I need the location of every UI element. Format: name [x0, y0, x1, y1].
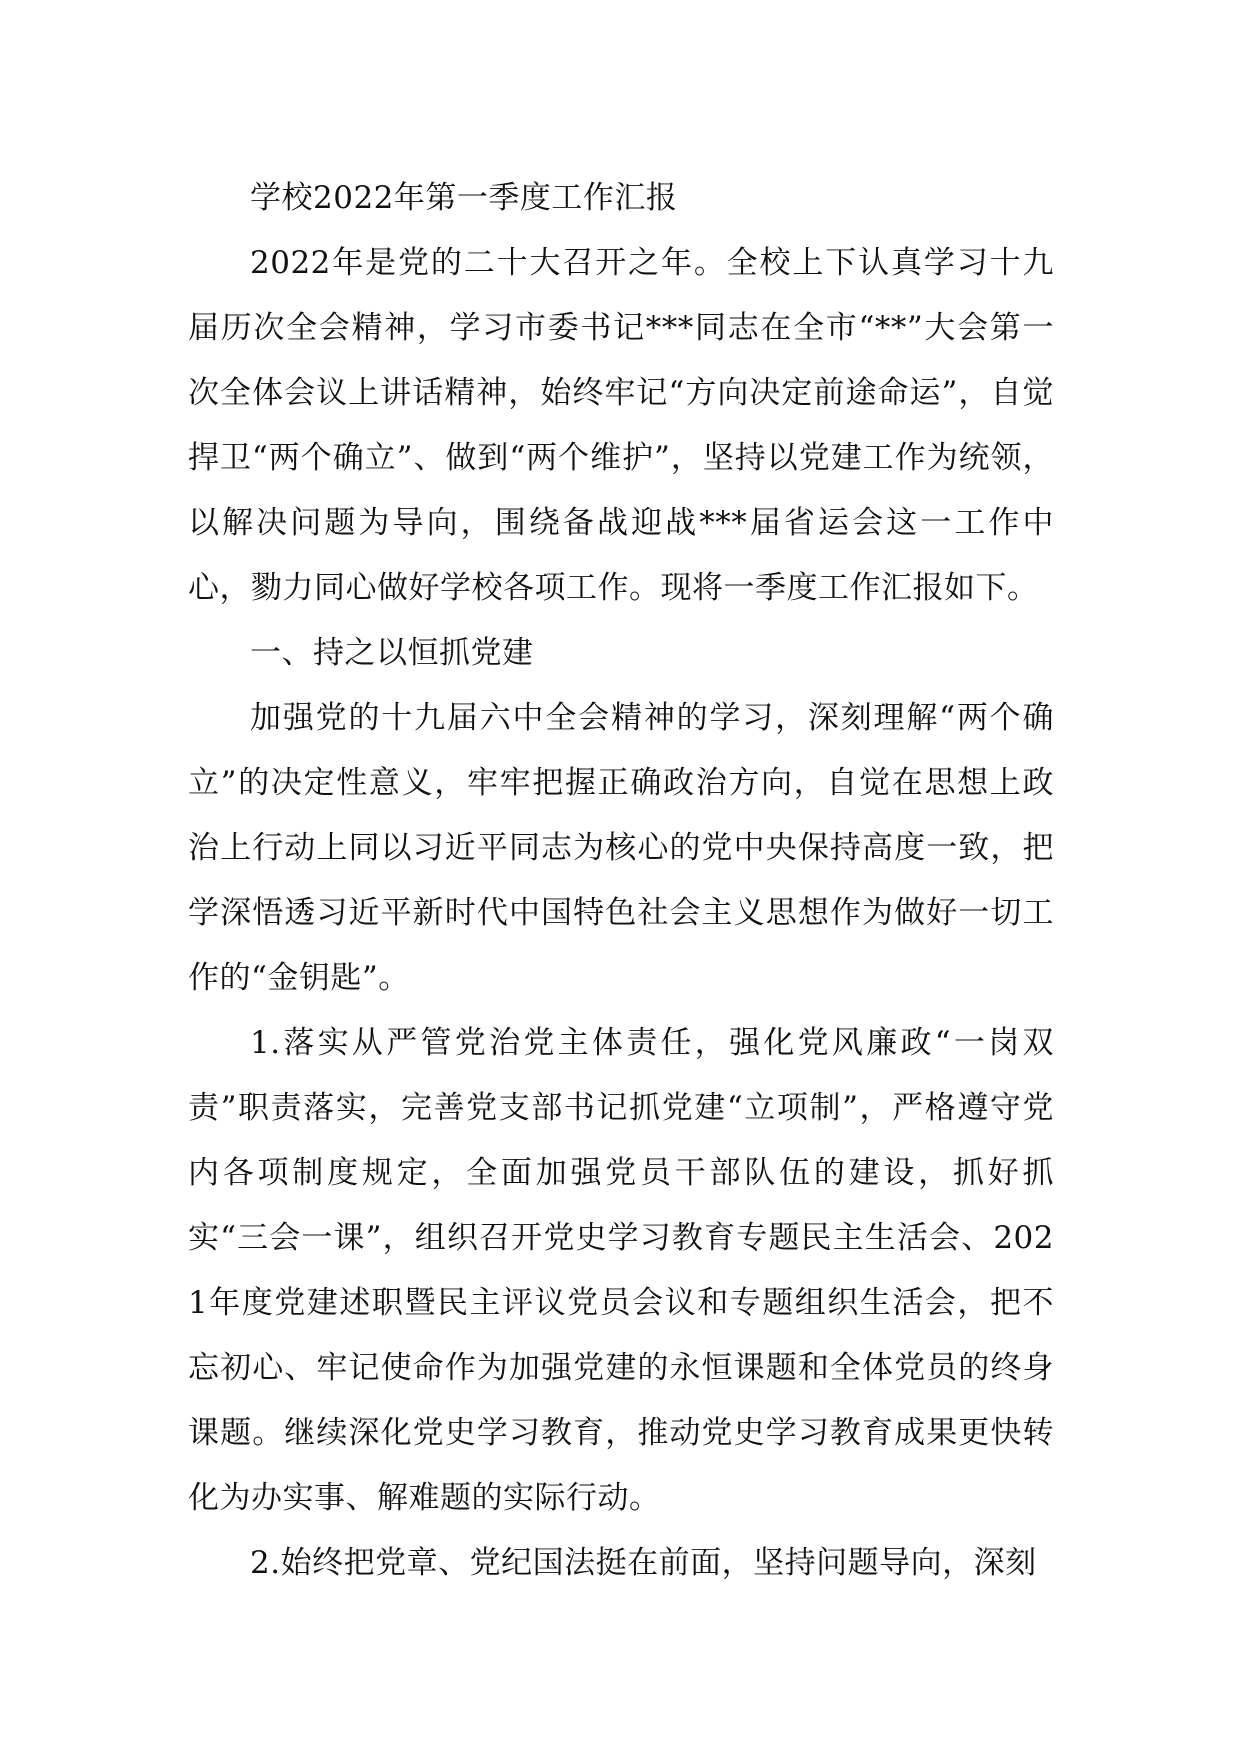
paragraph-study: 加强党的十九届六中全会精神的学习，深刻理解“两个确立”的决定性意义，牢牢把握正确政治方向，自觉在思想上政治上行动上同以习近平同志为核心的党中央保持高度一致，把学深悟透习近平新时代中国特色社会主义思想作为做好一切工作的“金钥匙”。	[188, 700, 1054, 996]
document-body	[188, 166, 1054, 1596]
document-title: 学校2022年第一季度工作汇报	[250, 180, 678, 216]
paragraph-intro: 2022年是党的二十大召开之年。全校上下认真学习十九届历次全会精神，学习市委书记***同志在全市“**”大会第一次全体会议上讲话精神，始终牢记“方向决定前途命运”，自觉捍卫“两个确立”、做到“两个维护”，坚持以党建工作为统领，以解决问题为导向，围绕备战迎战***届省运会这一工作中心，勠力同心做好学校各项工作。现将一季度工作汇报如下。	[188, 245, 1054, 606]
section-heading-party-building: 一、持之以恒抓党建	[250, 635, 534, 671]
paragraph-item-2: 2.始终把党章、党纪国法挺在前面，坚持问题导向，深刻	[250, 1545, 1037, 1581]
paragraph-item-1: 1.落实从严管党治党主体责任，强化党风廉政“一岗双责”职责落实，完善党支部书记抓党建“立项制”，严格遵守党内各项制度规定，全面加强党员干部队伍的建设，抓好抓实“三会一课”，组织召开党史学习教育专题民主生活会、2021年度党建述职暨民主评议党员会议和专题组织生活会，把不忘初心、牢记使命作为加强党建的永恒课题和全体党员的终身课题。继续深化党史学习教育，推动党史学习教育成果更快转化为办实事、解难题的实际行动。	[188, 1025, 1054, 1516]
